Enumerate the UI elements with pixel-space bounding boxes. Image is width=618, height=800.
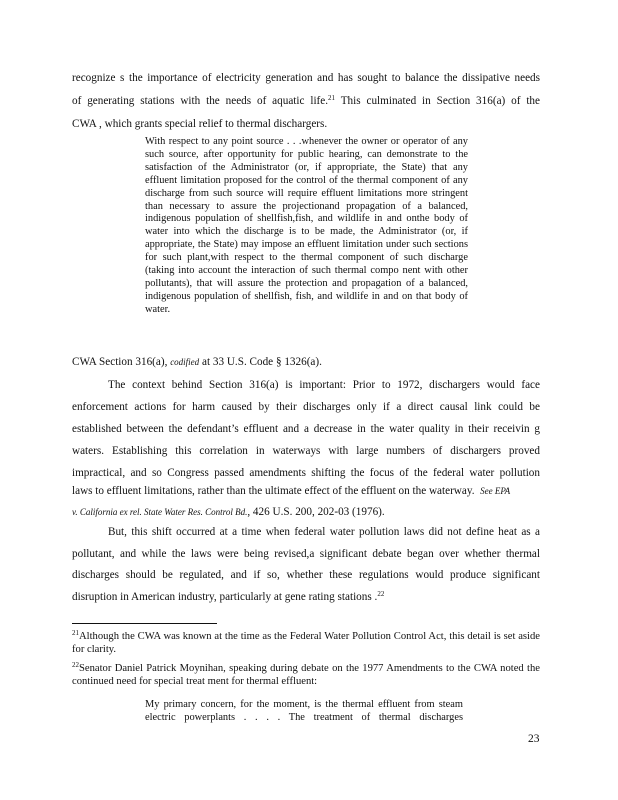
body-text-line: established between the defendant’s effluent and a decrease in the water quality in their receivin g	[72, 423, 540, 435]
body-text-line	[72, 95, 540, 107]
body-text-line	[72, 591, 384, 603]
case-cite: , 426 U.S. 200, 202-03 (1976).	[247, 506, 385, 518]
footnote-text: Although the CWA was known at the time as the Federal Water Pollution Control Act, this detail is set aside for clarity.	[72, 631, 540, 655]
body-text-line	[72, 506, 385, 518]
body-text: disruption in American industry, particularly at gene rating stations .	[72, 591, 378, 603]
footnote-text: Senator Daniel Patrick Moynihan, speaking during debate on the 1977 Amendments to the CWA noted the continued need for special treat ment for thermal effluent:	[72, 663, 540, 687]
case-name: v. California ex rel. State Water Res. Control Bd.	[72, 507, 248, 517]
citation-text: at 33 U.S. Code § 1326(a).	[201, 356, 322, 368]
body-text: of generating stations with the needs of aquatic life.	[72, 95, 329, 107]
footnote-ref: 21	[328, 94, 336, 102]
body-text: This culminated in Section 316(a) of the	[335, 95, 540, 107]
body-text-line: enforcement actions for harm caused by their discharges only if a direct causal link could be	[72, 401, 540, 413]
citation-text: CWA Section 316(a),	[72, 356, 168, 368]
body-text: laws to effluent limitations, rather than the ultimate effect of the effluent on the waterway.	[72, 485, 475, 497]
body-text-line: CWA , which grants special relief to thermal dischargers.	[72, 118, 328, 130]
page-number: 23	[528, 733, 540, 745]
body-text-line: discharges should be regulated, and if so, whether these regulations would produce significant	[72, 569, 540, 581]
citation-italic: codified	[170, 357, 200, 367]
body-text-line: The context behind Section 316(a) is important: Prior to 1972, dischargers would face	[108, 379, 540, 391]
case-signal: See EPA	[480, 486, 511, 496]
footnote-ref: 22	[377, 590, 385, 598]
footnote-separator	[72, 623, 217, 624]
footnote-22	[72, 662, 540, 688]
footnote-number: 22	[72, 661, 79, 669]
body-text-line: impractical, and so Congress passed amendments shifting the focus of the federal water pollution	[72, 467, 540, 479]
footnote-quote: My primary concern, for the moment, is the thermal effluent from steam electric powerplants . . . . The treatment of thermal discharges	[145, 699, 463, 723]
body-text-line	[72, 485, 510, 497]
citation-line	[72, 356, 540, 368]
footnote-21	[72, 630, 540, 656]
block-quote: With respect to any point source . . .whenever the owner or operator of any such source, after opportunity for public hearing, can demonstrate to the satisfaction of the Administrator (or, if appropriate, the State) that any effluent limitation proposed for the control of the thermal component of any discharge from such source will require effluent limitations more stringent than necessary to assure the projectionand propagation of a balanced, indigenous population of shellfish,fish, and wildlife in and onthe body of water into which the discharge is to be made, the Administrator (or, if appropriate, the State) may impose an effluent limitation under such sections for such plant,with respect to the thermal component of such discharge (taking into account the interaction of such thermal compo nent with other pollutants), that will assure the protection and propagation of a balanced, indigenous population of shellfish, fish, and wildlife in and on that body of water.	[145, 136, 468, 315]
body-text-line: recognize s the importance of electricity generation and has sought to balance the dissipative needs	[72, 72, 540, 84]
footnote-number: 21	[72, 629, 79, 637]
body-text-line: pollutant, and while the laws were being revised,a significant debate began over whether thermal	[72, 548, 540, 560]
body-text-line: But, this shift occurred at a time when federal water pollution laws did not define heat as a	[108, 526, 540, 538]
body-text-line: waters. Establishing this correlation in waterways with large numbers of dischargers proved	[72, 445, 540, 457]
